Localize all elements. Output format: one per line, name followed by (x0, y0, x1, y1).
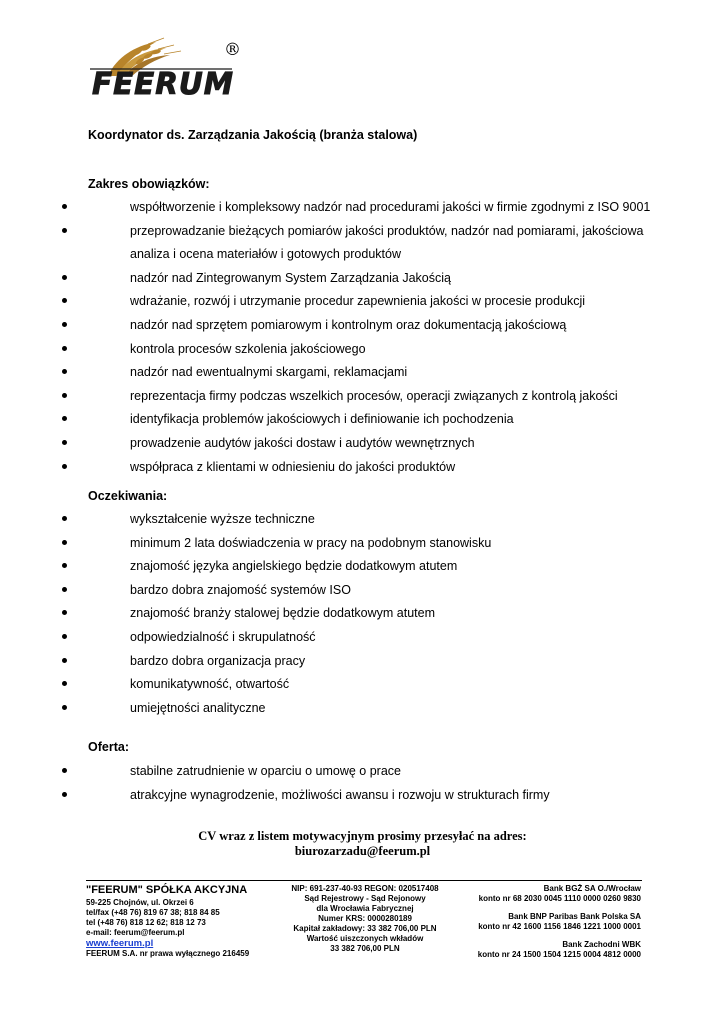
list-item-text: stabilne zatrudnienie w oparciu o umowę o prace (130, 764, 401, 778)
offer-heading: Oferta: (88, 740, 129, 754)
list-item-text: bardzo dobra znajomość systemów ISO (130, 582, 351, 597)
duties-list (0, 196, 725, 479)
registration-line: Wartość uiszczonych wkładów (306, 934, 424, 943)
list-item (0, 673, 725, 697)
registration-line: dla Wrocławia Fabrycznej (316, 904, 414, 913)
list-item (0, 385, 725, 409)
bullet-icon (62, 393, 67, 398)
company-tel: tel (+48 76) 818 12 62; 818 12 73 (86, 918, 206, 927)
website-link[interactable]: www.feerum.pl (86, 938, 154, 949)
list-item-text: znajomość języka angielskiego będzie dodatkowym atutem (130, 559, 458, 574)
registration-line: NIP: 691-237-40-93 REGON: 020517408 (291, 884, 439, 893)
list-item-text: wdrażanie, rozwój i utrzymanie procedur zapewnienia jakości w procesie produkcji (130, 294, 586, 309)
list-item-text: znajomość branży stalowej będzie dodatkowym atutem (130, 606, 436, 621)
logo-wordmark: FEERUM (92, 67, 234, 102)
wheat-logo-icon (86, 36, 246, 102)
list-item-text: prowadzenie audytów jakości dostaw i audytów wewnętrznych (130, 435, 475, 450)
list-item-text: nadzór nad sprzętem pomiarowym i kontrolnym oraz dokumentacją jakościową (130, 317, 567, 332)
list-item (0, 314, 725, 338)
list-item (0, 408, 725, 432)
bullet-icon (62, 768, 67, 773)
list-item (0, 290, 725, 314)
list-item-text: współpraca z klientami w odniesieniu do jakości produktów (130, 459, 456, 474)
list-item (0, 532, 725, 556)
list-item-text: umiejętności analityczne (130, 700, 266, 715)
bullet-icon (62, 516, 67, 521)
cta-line: CV wraz z listem motywacyjnym prosimy przesyłać na adres: (198, 829, 527, 843)
list-item (0, 361, 725, 385)
bullet-icon (62, 587, 67, 592)
bullet-icon (62, 346, 67, 351)
list-item (0, 338, 725, 362)
list-item (0, 555, 725, 579)
list-item-text: kontrola procesów szkolenia jakościowego (130, 341, 366, 356)
bank-name: Bank BGŻ SA O./Wrocław (543, 884, 641, 893)
list-item-text: identyfikacja problemów jakościowych i definiowanie ich pochodzenia (130, 412, 514, 427)
expectations-list (0, 508, 725, 720)
list-item (0, 508, 725, 532)
registration-line: Sąd Rejestrowy - Sąd Rejonowy (304, 894, 426, 903)
footer-company-info (86, 884, 249, 959)
footer-registration-info (270, 884, 460, 954)
duties-heading: Zakres obowiązków: (88, 177, 210, 191)
bullet-icon (62, 792, 67, 797)
list-item (0, 650, 725, 674)
list-item (0, 220, 725, 267)
application-instructions (0, 829, 725, 859)
list-item-text: przeprowadzanie bieżących pomiarów jakości produktów, nadzór nad pomiarami, jakościowa (130, 223, 644, 238)
registration-line: Numer KRS: 0000280189 (318, 914, 412, 923)
bullet-icon (62, 634, 67, 639)
list-item (0, 267, 725, 291)
list-item (0, 602, 725, 626)
bank-name: Bank Zachodni WBK (562, 940, 641, 949)
bullet-icon (62, 322, 67, 327)
company-note: FEERUM S.A. nr prawa wyłącznego 216459 (86, 949, 250, 958)
feerum-logo (86, 36, 246, 102)
company-email: e-mail: feerum@feerum.pl (86, 928, 185, 937)
list-item (0, 456, 725, 480)
footer-divider (86, 880, 642, 881)
bullet-icon (62, 228, 67, 233)
list-item-text: odpowiedzialność i skrupulatność (130, 629, 316, 644)
list-item-text: bardzo dobra organizacja pracy (130, 653, 306, 668)
job-title: Koordynator ds. Zarządzania Jakością (branża stalowa) (88, 128, 418, 142)
list-item (0, 760, 725, 784)
list-item-text: reprezentacja firmy podczas wszelkich procesów, operacji związanych z kontrolą jakości (130, 388, 618, 403)
bullet-icon (62, 275, 67, 280)
bank-name: Bank BNP Paribas Bank Polska SA (508, 912, 641, 921)
expectations-heading: Oczekiwania: (88, 489, 168, 503)
bullet-icon (62, 204, 67, 209)
company-name: "FEERUM" SPÓŁKA AKCYJNA (86, 884, 248, 896)
bullet-icon (62, 440, 67, 445)
company-address: 59-225 Chojnów, ul. Okrzei 6 (86, 898, 194, 907)
bank-account: konto nr 42 1600 1156 1846 1221 1000 0001 (478, 922, 641, 931)
footer-bank-info (478, 884, 641, 960)
registration-line: Kapitał zakładowy: 33 382 706,00 PLN (293, 924, 437, 933)
list-item (0, 626, 725, 650)
bank-account: konto nr 68 2030 0045 1110 0000 0260 9830 (478, 894, 641, 903)
list-item-text: atrakcyjne wynagrodzenie, możliwości awansu i rozwoju w strukturach firmy (130, 787, 550, 802)
registered-mark: ® (224, 40, 241, 60)
list-item-text: minimum 2 lata doświadczenia w pracy na podobnym stanowisku (130, 535, 492, 550)
list-item (0, 579, 725, 603)
list-item-text: komunikatywność, otwartość (130, 677, 290, 692)
list-item (0, 196, 725, 220)
bullet-icon (62, 464, 67, 469)
registration-line: 33 382 706,00 PLN (330, 944, 400, 953)
list-item-text-continued: analiza i ocena materiałów i gotowych produktów (130, 247, 401, 262)
company-telfax: tel/fax (+48 76) 819 67 38; 818 84 85 (86, 908, 220, 917)
list-item (0, 432, 725, 456)
bank-account: konto nr 24 1500 1504 1215 0004 4812 0000 (477, 950, 641, 959)
offer-list (0, 760, 725, 807)
list-item-text: współtworzenie i kompleksowy nadzór nad procedurami jakości w firmie zgodnymi z ISO 9001 (130, 200, 651, 214)
list-item-text: nadzór nad Zintegrowanym System Zarządzania Jakością (130, 270, 451, 285)
bullet-icon (62, 705, 67, 710)
cta-email: biurozarzadu@feerum.pl (294, 844, 431, 858)
bullet-icon (62, 658, 67, 663)
bullet-icon (62, 540, 67, 545)
list-item-text: nadzór nad ewentualnymi skargami, reklamacjami (130, 365, 408, 380)
list-item-text: wykształcenie wyższe techniczne (130, 512, 315, 526)
list-item (0, 697, 725, 721)
list-item (0, 784, 725, 808)
